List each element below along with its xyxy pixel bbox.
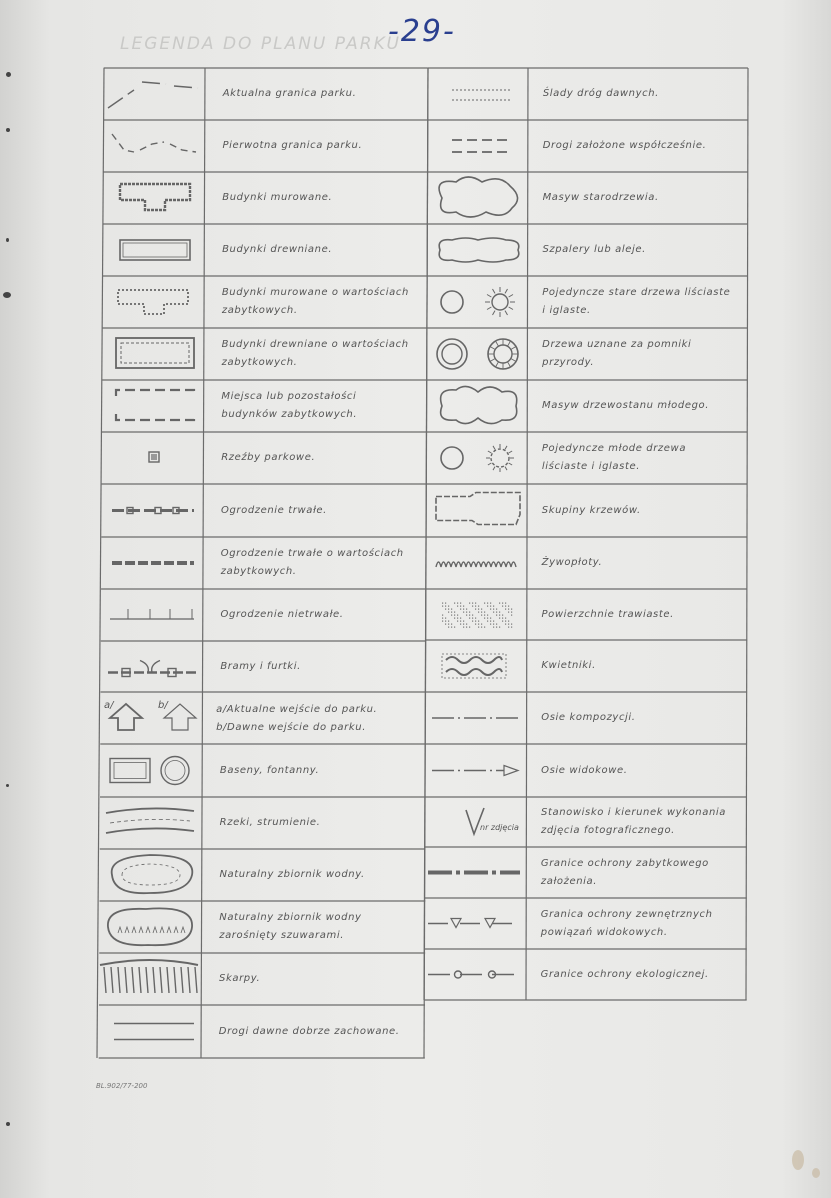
legend-label-left: Budynki drewniane o wartościach zabytkowych. — [221, 339, 409, 368]
rivers-symbol — [106, 808, 194, 833]
natural-monuments-symbol — [437, 339, 518, 369]
legend-label-right: Granice ochrony zabytkowego założenia. — [540, 857, 709, 887]
legend-label-right: Osie kompozycji. — [541, 712, 636, 723]
old-roads-symbol — [114, 1024, 194, 1040]
legend-label-left: Budynki murowane o wartościach zabytkowych. — [221, 287, 409, 316]
pools-symbol — [110, 757, 189, 785]
entrance-tag-a: a/ — [104, 700, 114, 711]
legend-label-right: Szpalery lub aleje. — [542, 244, 646, 255]
legend-label-right: Skupiny krzewów. — [541, 504, 641, 516]
legend-label-right: Stanowisko i kierunek wykonania zdjęcia fotograficznego. — [541, 807, 727, 836]
landscape-protection-symbol — [428, 919, 520, 928]
legend-label-left: Ogrodzenie trwałe o wartościach zabytkowych. — [220, 548, 404, 577]
legend-label-left: Rzeźby parkowe. — [221, 452, 316, 463]
legend-label-right: Granice ochrony ekologicznej. — [540, 968, 709, 980]
single-old-trees-symbol — [441, 287, 515, 317]
legend-label-left: Rzeki, strumienie. — [219, 817, 321, 828]
legend-label-left: Naturalny zbiornik wodny. — [219, 869, 365, 880]
original-boundary-symbol — [112, 134, 196, 152]
legend-label-left: Drogi dawne dobrze zachowane. — [218, 1025, 400, 1037]
legend-label-left: Ogrodzenie trwałe. — [220, 504, 327, 516]
legend-label-right: Żywopłoty. — [541, 557, 603, 568]
legend-label-left: Miejsca lub pozostałości budynków zabytkowych. — [221, 391, 358, 420]
hedges-symbol — [436, 562, 516, 567]
legend-label-left: Skarpy. — [219, 973, 261, 984]
legend-label-right: Granica ochrony zewnętrznych powiązań widokowych. — [540, 908, 713, 938]
legend-label-right: Masyw starodrzewia. — [542, 192, 659, 203]
legend-label-right: Ślady dróg dawnych. — [542, 88, 659, 99]
building-remains-symbol — [116, 390, 194, 420]
legend-label-left: Ogrodzenie nietrwałe. — [220, 609, 344, 620]
slopes-symbol — [100, 960, 198, 993]
legend-label-right: Pojedyncze stare drzewa liściaste i iglaste. — [542, 287, 731, 316]
legend-label-right: Masyw drzewostanu młodego. — [542, 400, 710, 411]
legend-label-right: Powierzchnie trawiaste. — [541, 608, 674, 620]
historic-wooden-building-symbol — [116, 338, 194, 368]
legend-label-right: Osie widokowe. — [541, 764, 628, 776]
legend-label-left: Budynki drewniane. — [222, 244, 333, 255]
legend-label-left: Budynki murowane. — [222, 192, 333, 203]
legend-label-right: Drzewa uznane za pomniki przyrody. — [542, 339, 692, 368]
legend-label-right: Drogi założone współcześnie. — [542, 140, 707, 151]
young-stand-symbol — [441, 386, 517, 423]
legend-label-left: Naturalny zbiornik wodny zarośnięty szuwarami. — [219, 912, 362, 941]
legend-label-right: Pojedyncze młode drzewa liściaste i iglaste. — [541, 443, 687, 472]
legend-label-left: Baseny, fontanny. — [219, 764, 320, 776]
entrance-former-label: b/Dawne wejście do parku. — [216, 722, 366, 733]
entrance-current-label: a/Aktualne wejście do parku. — [216, 704, 378, 715]
sculpture-symbol — [149, 452, 159, 462]
legend-label-right: Kwietniki. — [541, 660, 596, 671]
entrance-tag-b: b/ — [158, 700, 168, 711]
single-young-trees-symbol — [441, 444, 514, 472]
legend-label-left: Aktualna granica parku. — [222, 88, 357, 99]
legend-label-left: Pierwotna granica parku. — [222, 140, 363, 151]
overgrown-pond-symbol — [108, 908, 192, 945]
gates-symbol — [108, 661, 196, 677]
wooden-building-symbol — [120, 240, 190, 260]
lawns-symbol — [442, 603, 512, 628]
permanent-fence-symbol — [112, 508, 194, 514]
historic-brick-building-symbol — [118, 290, 188, 314]
legend-label-left: Bramy i furtki. — [220, 660, 301, 672]
old-road-traces-symbol — [452, 90, 510, 100]
temporary-fence-symbol — [110, 609, 194, 619]
current-boundary-symbol — [108, 82, 198, 108]
brick-building-symbol — [120, 184, 190, 210]
footer-stamp: BL.902/77-200 — [96, 1082, 148, 1090]
ecological-protection-symbol — [428, 971, 520, 978]
modern-roads-symbol — [452, 140, 512, 152]
tree-rows-symbol — [439, 238, 519, 262]
page-number: -29- — [388, 14, 456, 49]
flowerbeds-symbol — [442, 654, 506, 678]
shrub-groups-symbol — [436, 493, 520, 525]
photo-spot-symbol — [466, 808, 519, 834]
entrances-symbol — [104, 700, 196, 730]
photo-number-tag: nr zdjęcia — [480, 823, 519, 832]
natural-pond-symbol — [112, 855, 193, 893]
old-trees-mass-symbol — [439, 177, 517, 217]
view-axes-symbol — [432, 766, 518, 776]
legend-title: LEGENDA DO PLANU PARKU — [120, 34, 401, 54]
